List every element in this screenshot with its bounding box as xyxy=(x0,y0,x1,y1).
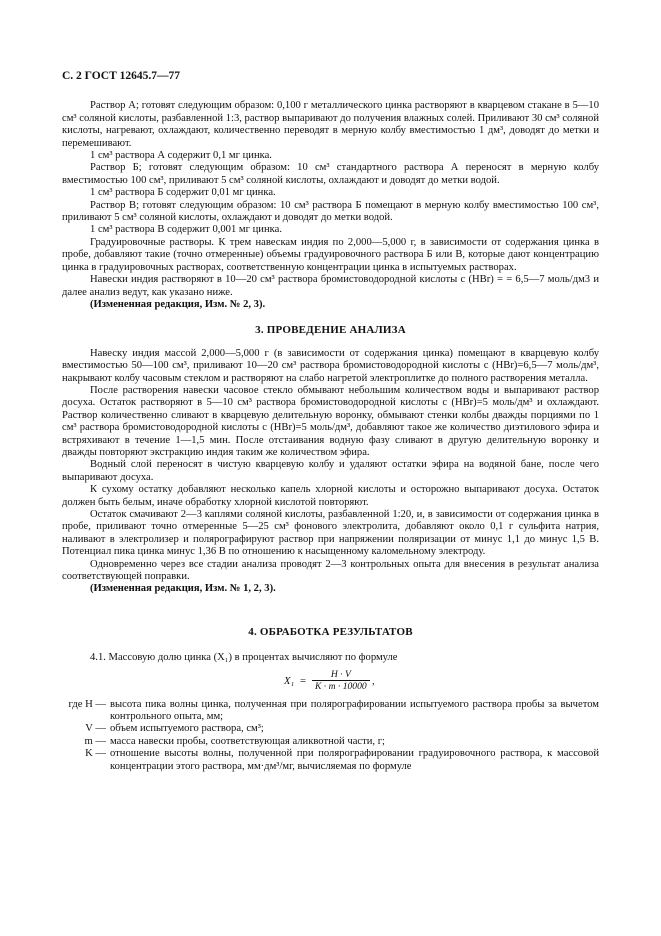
definition-text: высота пика волны цинка, полученная при полярографировании испытуемого раствора пробы за вычетом контрольного опыта, мм; xyxy=(110,698,599,723)
formula-lhs: X₁ xyxy=(284,675,295,687)
paragraph: Навеску индия массой 2,000—5,000 г (в зависимости от содержания цинка) помещают в кварцевую колбу вместимостью 50—100 см³, приливают 10—20 см³ раствора бромистоводородной кислоты с (HBr)=6,5—7 моль/дм³, накрывают колбу часовым стеклом и растворяют на слабо нагретой электроплитке до полного растворения металла. xyxy=(62,347,599,384)
definition-row xyxy=(62,748,599,773)
formula-equals: = xyxy=(300,675,306,687)
paragraph: Остаток смачивают 2—3 каплями соляной кислоты, разбавленной 1:20, и, в зависимости от содержания цинка в пробе, приливают точно отмеренные 5—25 см³ фонового электролита, добавляют около 0,1 г сульфита натрия, наливают в электролизер и полярографируют раствор при напряжении поляризации от минус 1,1 до минус 1,5 В. Потенциал пика цинка минус 1,36 В по отношению к насыщенному каломельному электроду. xyxy=(62,509,599,558)
paragraph: Навески индия растворяют в 10—20 см³ раствора бромистоводородной кислоты с (HBr) = = 6,5—7 моль/дм3 и далее анализ ведут, как указано ниже. xyxy=(62,274,599,298)
paragraph: Раствор А; готовят следующим образом: 0,100 г металлического цинка растворяют в кварцевом стакане в 5—10 см³ соляной кислоты, разбавленной 1:3, раствор выпаривают до получения влажных солей. Приливают 30 см³ соляной кислоты, нагревают, охлаждают, количественно переводят в мерную колбу вместимостью 1 дм³, доводят до метки и перемешивают. xyxy=(62,100,599,149)
paragraph: После растворения навески часовое стекло обмывают небольшим количеством воды и выпаривают раствор досуха. Остаток растворяют в 5—10 см³ раствора бромистоводородной кислоты с (HBr)=5 моль/дм³ и охлаждают. Раствор количественно сливают в кварцевую делительную воронку, обмывают стенки колбы дважды порциями по 1 см³ раствора бромистоводородной кислоты с (HBr)=5 моль/дм³, добавляют такое же количество диэтилового эфира и встряхивают в течение 1—1,5 мин. После отстаивания водную фазу сливают в другую делительную воронку и дважды повторяют экстракцию индия таким же количеством эфира. xyxy=(62,384,599,458)
definition-text: объем испытуемого раствора, см³; xyxy=(110,723,264,735)
formula-tail: , xyxy=(372,675,375,687)
definition-text: отношение высоты волны, полученной при полярографировании градуировочного раствора, к массовой концентрации этого раствора, мм·дм³/мг, вычисляемая по формуле xyxy=(110,748,599,772)
paragraph: Раствор В; готовят следующим образом: 10 см³ раствора Б помещают в мерную колбу вместимостью 100 см³, приливают 5 см³ соляной кислоты, охлаждают и доводят до метки водой. xyxy=(62,199,599,224)
formula-denominator: K · m · 10000 xyxy=(315,680,367,692)
paragraph: 1 см³ раствора А содержит 0,1 мг цинка. xyxy=(90,150,272,162)
definition-symbol: m — xyxy=(84,735,106,747)
results-section xyxy=(62,652,599,773)
section-title: 4. ОБРАБОТКА РЕЗУЛЬТАТОВ xyxy=(248,625,413,638)
definition-symbol: K — xyxy=(85,748,106,760)
reagents-section xyxy=(62,100,599,311)
definition-symbol: V — xyxy=(85,723,106,735)
paragraph: Одновременно через все стадии анализа проводят 2—3 контрольных опыта для внесения в результат анализа соответствующей поправки. xyxy=(62,558,599,583)
variable-definitions xyxy=(62,699,599,773)
formula xyxy=(62,669,599,693)
amendment-note: (Измененная редакция, Изм. № 1, 2, 3). xyxy=(90,583,276,595)
analysis-section xyxy=(62,348,599,596)
definition-text: масса навески пробы, соответствующая аликвотной части, г; xyxy=(110,735,385,747)
paragraph: Раствор Б; готовят следующим образом: 10 см³ стандартного раствора А переносят в мерную колбу вместимостью 100 см³, приливают 5 см³ соляной кислоты, охлаждают и доводят до метки водой. xyxy=(62,162,599,186)
definition-row xyxy=(62,723,599,735)
paragraph: Водный слой переносят в чистую кварцевую колбу и удаляют остатки эфира на водяной бане, после чего выпаривают досуха. xyxy=(62,459,599,483)
formula-fraction xyxy=(312,669,370,692)
paragraph: 4.1. Массовую долю цинка (X₁) в процентах вычисляют по формуле xyxy=(90,652,398,664)
paragraph: 1 см³ раствора Б содержит 0,01 мг цинка. xyxy=(90,187,276,199)
amendment-note: (Измененная редакция, Изм. № 2, 3). xyxy=(90,298,266,310)
paragraph: Градуировочные растворы. К трем навескам индия по 2,000—5,000 г, в зависимости от содержания цинка в пробе, добавляют такие (точно отмеренные) объемы градуировочного раствора Б или В, которые дают концентрацию цинка в градуировочных растворах, соответственную концентрации цинка в испытуемых растворах. xyxy=(62,236,599,273)
formula-numerator: H · V xyxy=(312,669,370,681)
definition-symbol: где H — xyxy=(68,698,106,710)
definition-row xyxy=(62,736,599,748)
paragraph: 1 см³ раствора В содержит 0,001 мг цинка. xyxy=(90,224,282,236)
paragraph: К сухому остатку добавляют несколько капель хлорной кислоты и осторожно выпаривают досуха. Остаток должен быть белым, иначе обработку хлорной кислотой повторяют. xyxy=(62,484,599,508)
section-title: 3. ПРОВЕДЕНИЕ АНАЛИЗА xyxy=(255,324,406,337)
definition-row xyxy=(62,699,599,724)
page-header: С. 2 ГОСТ 12645.7—77 xyxy=(62,70,181,82)
